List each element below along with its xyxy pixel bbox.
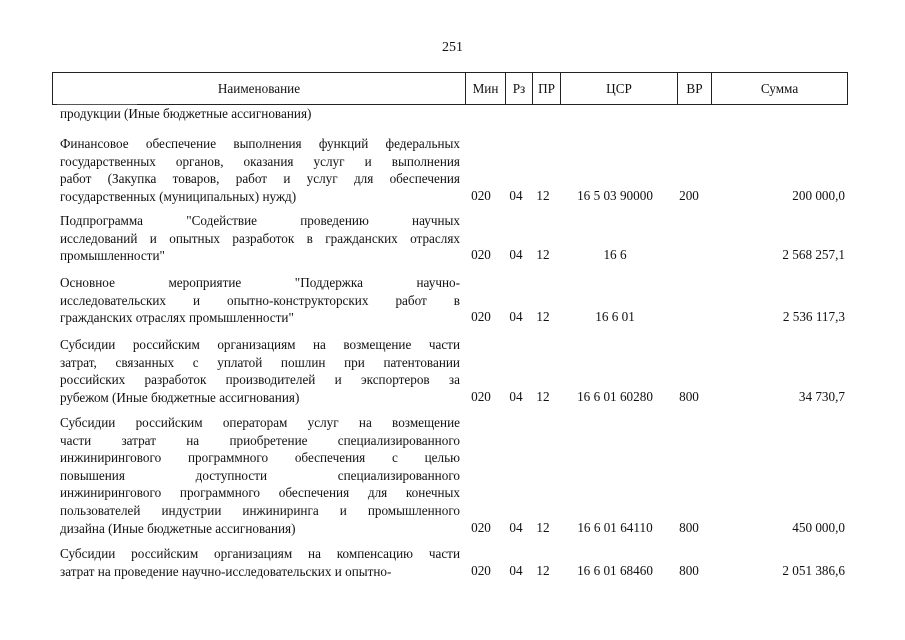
cell-csr: 16 5 03 90000 xyxy=(577,187,653,203)
cell-rz: 04 xyxy=(509,309,523,325)
row-name-line: Субсидии российским операторам услуг на возмещение xyxy=(60,415,460,430)
cell-pr: 12 xyxy=(536,187,550,203)
row-name-line: части затрат на приобретение специализированного xyxy=(60,432,460,448)
cell-sum: 2 568 257,1 xyxy=(782,247,845,263)
cell-pr: 12 xyxy=(536,562,550,578)
cell-rz: 04 xyxy=(509,388,523,404)
header-csr: ЦСР xyxy=(560,73,677,104)
cell-csr: 16 6 01 60280 xyxy=(577,388,653,404)
row-name-line: российских разработок производителей и экспортеров за xyxy=(60,372,460,388)
cell-min: 020 xyxy=(471,247,491,263)
cell-sum: 200 000,0 xyxy=(792,187,845,203)
header-rz: Рз xyxy=(505,73,532,104)
cell-rz: 04 xyxy=(509,187,523,203)
cell-vr: 800 xyxy=(679,519,699,535)
cell-min: 020 xyxy=(471,562,491,578)
row-name-line: государственных (муниципальных) нужд) xyxy=(60,188,297,204)
cell-pr: 12 xyxy=(536,309,550,325)
cell-pr: 12 xyxy=(536,388,550,404)
cell-vr: 800 xyxy=(679,388,699,404)
cell-vr: 200 xyxy=(679,187,699,203)
header-pr: ПР xyxy=(532,73,560,104)
row-name-line: затрат, связанных с уплатой пошлин при патентовании xyxy=(60,354,460,370)
header-min: Мин xyxy=(465,73,505,104)
row-name-line: рубежом (Иные бюджетные ассигнования) xyxy=(60,389,300,405)
cell-sum: 450 000,0 xyxy=(792,519,845,535)
cell-sum: 34 730,7 xyxy=(798,388,845,404)
row-name-line: работ (Закупка товаров, работ и услуг для обеспечения xyxy=(60,171,460,187)
row-name-line: Субсидии российским организациям на компенсацию части xyxy=(60,546,460,561)
row-name xyxy=(60,105,460,123)
cell-min: 020 xyxy=(471,187,491,203)
header-vr: ВР xyxy=(677,73,711,104)
row-name-line: дизайна (Иные бюджетные ассигнования) xyxy=(60,520,296,536)
header-name: Наименование xyxy=(217,81,301,96)
cell-csr: 16 6 01 64110 xyxy=(577,519,653,535)
cell-min: 020 xyxy=(471,388,491,404)
cell-csr: 16 6 01 xyxy=(595,309,635,325)
row-name xyxy=(60,135,460,205)
page-number: 251 xyxy=(442,40,463,55)
row-name-line: продукции (Иные бюджетные ассигнования) xyxy=(60,106,312,121)
row-name-line: промышленности" xyxy=(60,248,165,264)
row-name xyxy=(60,212,460,265)
row-name-line: исследовательских и опытно-конструкторских работ в xyxy=(60,292,460,308)
row-name xyxy=(60,545,460,580)
row-name-line: затрат на проведение научно-исследовательских и опытно- xyxy=(60,563,392,579)
row-name-line: Субсидии российским организациям на возмещение части xyxy=(60,337,460,352)
row-name xyxy=(60,414,460,537)
cell-rz: 04 xyxy=(509,562,523,578)
header-sum: Сумма xyxy=(711,73,847,104)
row-name-line: Подпрограмма "Содействие проведению научных xyxy=(60,213,460,228)
cell-sum: 2 536 117,3 xyxy=(782,309,845,325)
row-name-line: Финансовое обеспечение выполнения функций федеральных xyxy=(60,136,460,151)
cell-pr: 12 xyxy=(536,247,550,263)
row-name-line: инжинирингового программного обеспечения для конечных xyxy=(60,485,460,501)
cell-csr: 16 6 01 68460 xyxy=(577,562,653,578)
row-name xyxy=(60,336,460,406)
cell-vr: 800 xyxy=(679,562,699,578)
row-name-line: Основное мероприятие "Поддержка научно- xyxy=(60,275,460,290)
row-name xyxy=(60,274,460,327)
cell-rz: 04 xyxy=(509,247,523,263)
row-name-line: гражданских отраслях промышленности" xyxy=(60,310,294,326)
cell-min: 020 xyxy=(471,309,491,325)
row-name-line: исследований и опытных разработок в гражданских отраслях xyxy=(60,230,460,246)
cell-sum: 2 051 386,6 xyxy=(782,562,845,578)
row-name-line: повышения доступности специализированного xyxy=(60,467,460,483)
row-name-line: инжинирингового программного обеспечения с целью xyxy=(60,450,460,466)
cell-min: 020 xyxy=(471,519,491,535)
cell-pr: 12 xyxy=(536,519,550,535)
cell-rz: 04 xyxy=(509,519,523,535)
row-name-line: государственных органов, оказания услуг и выполнения xyxy=(60,153,460,169)
table-header xyxy=(52,72,848,105)
cell-csr: 16 6 xyxy=(603,247,627,263)
row-name-line: пользователей индустрии инжиниринга и промышленного xyxy=(60,502,460,518)
